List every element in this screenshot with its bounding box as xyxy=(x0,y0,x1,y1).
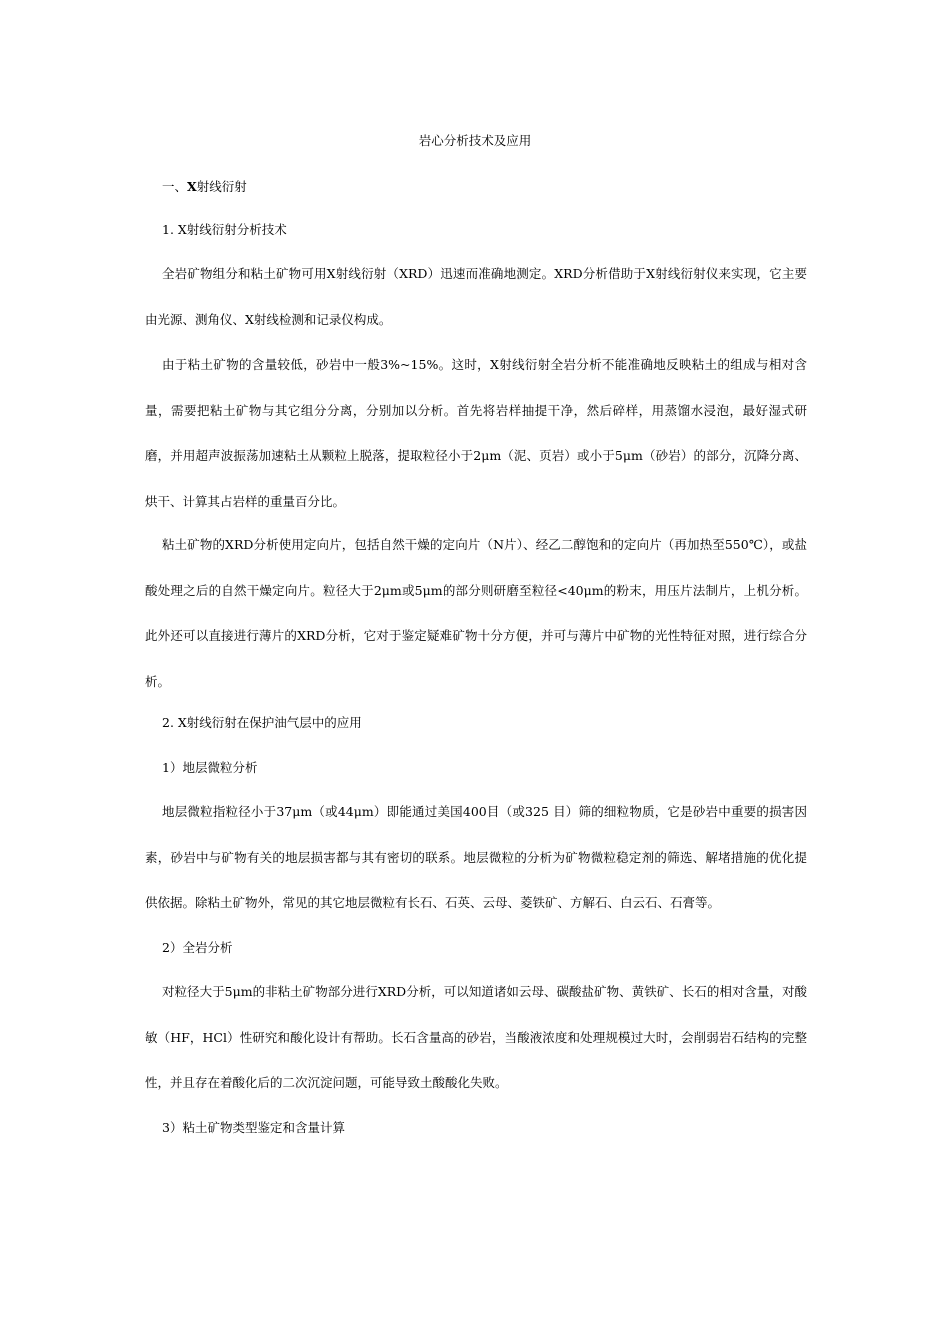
section-heading-bold-x: X xyxy=(187,179,197,194)
section-heading-xrd xyxy=(162,177,247,197)
item-heading-clay-identification: 3）粘土矿物类型鉴定和含量计算 xyxy=(162,1120,345,1135)
paragraph-formation-fines: 地层微粒指粒径小于37μm（或44μm）即能通过美国400目（或325 目）筛的细粒物质，它是砂岩中重要的损害因素，砂岩中与矿物有关的地层损害都与其有密切的联系。地层微粒的分析为矿物微粒稳定剂的筛选、解堵措施的优化提供依据。除粘土矿物外，常见的其它地层微粒有长石、石英、云母、菱铁矿、方解石、白云石、石膏等。 xyxy=(145,804,807,910)
section-heading-text: 射线衍射 xyxy=(196,179,247,194)
item-heading-whole-rock: 2）全岩分析 xyxy=(162,940,233,955)
subsection-heading-analysis-technique: 1. X射线衍射分析技术 xyxy=(162,222,287,237)
paragraph-clay-separation: 由于粘土矿物的含量较低，砂岩中一般3%~15%。这时，X射线衍射全岩分析不能准确地反映粘土的组成与相对含量，需要把粘土矿物与其它组分分离，分别加以分析。首先将岩样抽提干净，然后碎样，用蒸馏水浸泡，最好湿式研磨，并用超声波振荡加速粘土从颗粒上脱落，提取粒径小于2μm（泥、页岩）或小于5μm（砂岩）的部分，沉降分离、烘干、计算其占岩样的重量百分比。 xyxy=(145,357,807,509)
subsection-heading-application: 2. X射线衍射在保护油气层中的应用 xyxy=(162,715,362,730)
item-heading-formation-fines: 1）地层微粒分析 xyxy=(162,760,258,775)
paragraph-oriented-slides: 粘土矿物的XRD分析使用定向片，包括自然干燥的定向片（N片）、经乙二醇饱和的定向片（再加热至550℃），或盐酸处理之后的自然干燥定向片。粒径大于2μm或5μm的部分则研磨至粒径<40μm的粉末，用压片法制片，上机分析。此外还可以直接进行薄片的XRD分析，它对于鉴定疑难矿物十分方便，并可与薄片中矿物的光性特征对照，进行综合分析。 xyxy=(145,537,807,689)
paragraph-xrd-intro: 全岩矿物组分和粘土矿物可用X射线衍射（XRD）迅速而准确地测定。XRD分析借助于X射线衍射仪来实现，它主要由光源、测角仪、X射线检测和记录仪构成。 xyxy=(145,266,807,327)
section-number: 一、 xyxy=(162,179,188,194)
paragraph-whole-rock: 对粒径大于5μm的非粘土矿物部分进行XRD分析，可以知道诸如云母、碳酸盐矿物、黄铁矿、长石的相对含量，对酸敏（HF，HCl）性研究和酸化设计有帮助。长石含量高的砂岩，当酸液浓度和处理规模过大时，会削弱岩石结构的完整性，并且存在着酸化后的二次沉淀问题，可能导致土酸酸化失败。 xyxy=(145,984,807,1090)
document-title: 岩心分析技术及应用 xyxy=(418,133,532,148)
